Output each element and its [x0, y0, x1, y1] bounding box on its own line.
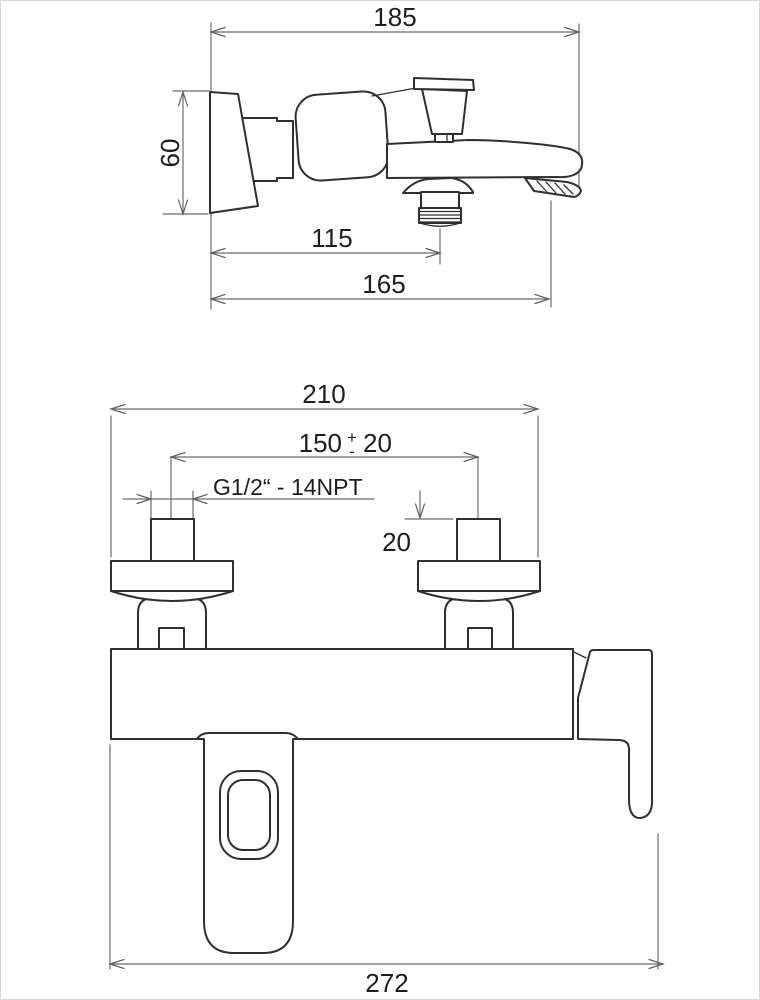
inlet-left-flange [111, 561, 233, 591]
inlet-right-inner-square [468, 628, 492, 649]
dim-total-width-front-label: 272 [365, 968, 409, 998]
inlet-right-flange-rim [418, 591, 540, 601]
front-view [110, 379, 663, 998]
spout-arm-side [387, 140, 582, 178]
handle-hinge-line [574, 652, 586, 658]
shower-outlet-collar-side [403, 178, 473, 193]
diverter-stem-side [435, 134, 453, 142]
thread-spec-label: G1/2“ - 14NPT [213, 474, 363, 500]
inlet-right [418, 519, 540, 649]
technical-drawing [1, 1, 759, 999]
inlet-left-nipple [151, 519, 194, 561]
inlet-left-inner-square [159, 628, 184, 649]
dim-shower-outlet-label: 115 [311, 223, 353, 253]
side-view [155, 2, 582, 309]
dim-spout-reach-label: 165 [362, 269, 406, 299]
dim-flange-span-label: 210 [302, 379, 346, 409]
dim-total-width-side-label: 185 [373, 2, 417, 32]
inlet-right-nipple [457, 519, 500, 561]
mixer-body-front [111, 649, 573, 739]
dim-inlet-spacing-label: 150 [298, 428, 342, 458]
inlet-right-flange [418, 561, 540, 591]
diverter-cap-side [414, 78, 474, 90]
inlet-left-flange-rim [111, 591, 233, 601]
dim-tolerance-plus: + [347, 428, 357, 447]
dim-escutcheon-height-label: 60 [155, 138, 185, 168]
dim-tolerance-minus: - [349, 442, 355, 461]
body-top-edge-line [372, 88, 416, 96]
dim-nipple-length-label: 20 [382, 527, 411, 557]
spout-ring-inner [228, 780, 270, 850]
lever-handle-side [294, 90, 390, 182]
shower-outlet-neck-side [421, 192, 459, 208]
diverter-knob-side [422, 89, 467, 134]
inlet-left [111, 519, 233, 649]
lever-handle-front [578, 650, 652, 818]
dim-tolerance-value-label: 20 [363, 428, 392, 458]
